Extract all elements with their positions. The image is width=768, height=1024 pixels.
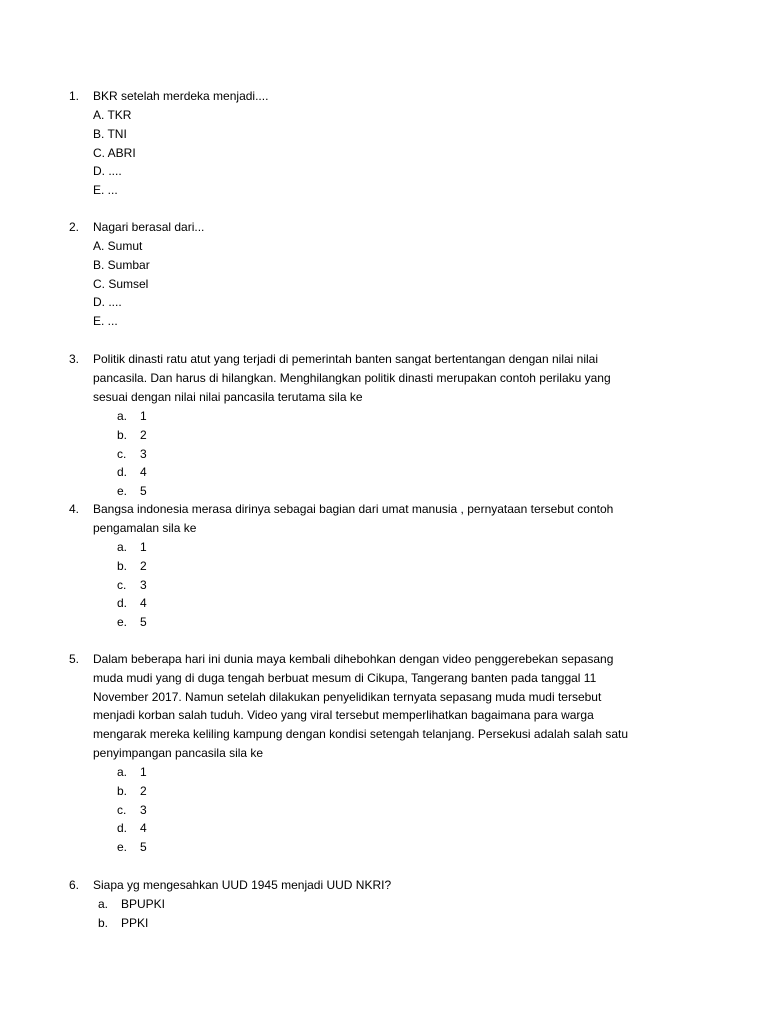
option-label: a. [117,540,128,554]
question-text: BKR setelah merdeka menjadi.... [93,89,269,103]
option-label: d. [117,821,128,836]
option-value: 5 [140,840,147,855]
option-label: e. [117,615,128,630]
option-label: b. [117,783,128,798]
option-value: 5 [140,484,147,499]
option-value: 4 [140,596,147,611]
option-label: b. [98,915,109,930]
option-value: 2 [140,558,147,573]
question-number: 2. [69,220,80,234]
option-a: A. Sumut [93,239,143,253]
option-c: C. ABRI [93,145,136,160]
option-d: D. .... [93,164,122,179]
question-number: 3. [69,352,80,366]
option-value: BPUPKI [121,897,166,911]
question-line: mengarak mereka keliling kampung dengan kondisi setengah telanjang. Persekusi adalah salah satu [93,727,629,742]
option-label: a. [98,897,109,911]
option-b: B. Sumbar [93,257,150,272]
option-value: 3 [140,446,147,461]
option-label: c. [117,446,127,461]
option-value: 4 [140,821,147,836]
option-b: B. TNI [93,126,127,141]
question-text [93,350,673,406]
question-text [93,500,673,538]
option-label: d. [117,596,128,611]
option-d: D. .... [93,295,122,310]
option-value: 1 [140,409,147,423]
option-label: a. [117,409,128,423]
option-value: 2 [140,427,147,442]
option-value: 4 [140,465,147,480]
option-label: c. [117,577,127,592]
option-value: 3 [140,802,147,817]
option-label: e. [117,484,128,499]
option-e: E. ... [93,183,118,198]
question-line: pengamalan sila ke [93,520,197,535]
option-label: d. [117,465,128,480]
question-line: pancasila. Dan harus di hilangkan. Menghilangkan politik dinasti merupakan contoh perilaku yang [93,370,611,385]
question-line: November 2017. Namun setelah dilakukan penyelidikan ternyata sepasang muda mudi tersebut [93,689,602,704]
question-number: 1. [69,89,80,103]
option-label: b. [117,558,128,573]
option-e: E. ... [93,314,118,329]
option-label: c. [117,802,127,817]
question-text [93,650,673,763]
question-number: 5. [69,652,80,666]
option-list [93,106,136,200]
option-label: a. [117,765,128,779]
option-value: 3 [140,577,147,592]
option-label: e. [117,840,128,855]
option-value: 1 [140,765,147,779]
option-value: 1 [140,540,147,554]
option-value: 2 [140,783,147,798]
option-value: 5 [140,615,147,630]
option-value: PPKI [121,915,149,930]
question-text: Siapa yg mengesahkan UUD 1945 menjadi UUD NKRI? [93,878,392,892]
question-number: 4. [69,502,80,516]
question-line: Dalam beberapa hari ini dunia maya kembali dihebohkan dengan video penggerebekan sepasang [93,652,614,666]
question-line: penyimpangan pancasila sila ke [93,745,264,760]
option-a: A. TKR [93,108,132,122]
question-line: menjadi korban salah tuduh. Video yang viral tersebut memperlihatkan bagaimana para warga [93,708,594,723]
option-c: C. Sumsel [93,276,149,291]
question-line: sesuai dengan nilai nilai pancasila terutama sila ke [93,389,363,404]
question-text: Nagari berasal dari... [93,220,205,234]
question-line: Politik dinasti ratu atut yang terjadi di pemerintah banten sangat bertentangan dengan nilai nilai [93,352,599,366]
question-line: Bangsa indonesia merasa dirinya sebagai bagian dari umat manusia , pernyataan tersebut contoh [93,502,614,516]
question-number: 6. [69,878,80,892]
question-line: muda mudi yang di duga tengah berbuat mesum di Cikupa, Tangerang banten pada tanggal 11 [93,670,597,685]
option-label: b. [117,427,128,442]
option-list [93,237,150,331]
